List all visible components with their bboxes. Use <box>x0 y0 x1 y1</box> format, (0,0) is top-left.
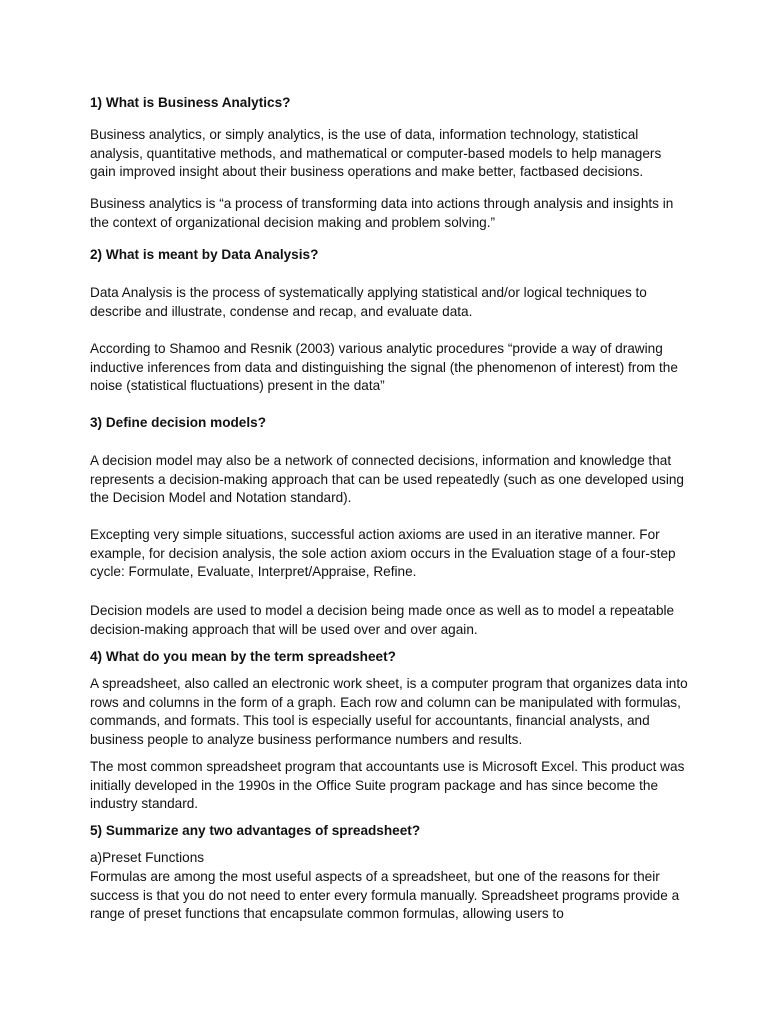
q4-paragraph-2: The most common spreadsheet program that accountants use is Microsoft Excel. This product was initially developed in the 1990s in the Office Suite program package and has since become the industry standard. <box>90 759 685 812</box>
q5-heading: 5) Summarize any two advantages of spreadsheet? <box>90 823 421 838</box>
q5-subheading-a: a)Preset Functions <box>90 850 205 865</box>
q1-heading: 1) What is Business Analytics? <box>90 95 291 110</box>
q2-paragraph-2: According to Shamoo and Resnik (2003) various analytic procedures “provide a way of drawing inductive inferences from data and distinguishing the signal (the phenomenon of interest) from the noise (statistical fluctuations) present in the data” <box>90 341 678 394</box>
q5-paragraph-1: Formulas are among the most useful aspects of a spreadsheet, but one of the reasons for their success is that you do not need to enter every formula manually. Spreadsheet programs provide a range of preset functions that encapsulate common formulas, allowing users to <box>90 869 680 922</box>
q2-heading: 2) What is meant by Data Analysis? <box>90 247 319 262</box>
q1-paragraph-1: Business analytics, or simply analytics, is the use of data, information technology, statistical analysis, quantitative methods, and mathematical or computer-based models to help managers gain improved insight about their business operations and make better, factbased decisions. <box>90 127 662 180</box>
q3-paragraph-2: Excepting very simple situations, successful action axioms are used in an iterative manner. For example, for decision analysis, the sole action axiom occurs in the Evaluation stage of a four-step cycle: Formulate, Evaluate, Interpret/Appraise, Refine. <box>90 527 676 580</box>
q1-paragraph-2: Business analytics is “a process of transforming data into actions through analysis and insights in the context of organizational decision making and problem solving.” <box>90 196 674 230</box>
q3-paragraph-3: Decision models are used to model a decision being made once as well as to model a repeatable decision-making approach that will be used over and over again. <box>90 603 675 637</box>
q4-paragraph-1: A spreadsheet, also called an electronic work sheet, is a computer program that organizes data into rows and columns in the form of a graph. Each row and column can be manipulated with formulas, commands, and formats. This tool is especially useful for accountants, financial analysts, and business people to analyze business performance numbers and results. <box>90 676 688 747</box>
q4-heading: 4) What do you mean by the term spreadsheet? <box>90 649 396 664</box>
q3-heading: 3) Define decision models? <box>90 415 267 430</box>
q3-paragraph-1: A decision model may also be a network of connected decisions, information and knowledge that represents a decision-making approach that can be used repeatedly (such as one developed using the Decision Model and Notation standard). <box>90 453 684 506</box>
q2-paragraph-1: Data Analysis is the process of systematically applying statistical and/or logical techniques to describe and illustrate, condense and recap, and evaluate data. <box>90 285 647 319</box>
